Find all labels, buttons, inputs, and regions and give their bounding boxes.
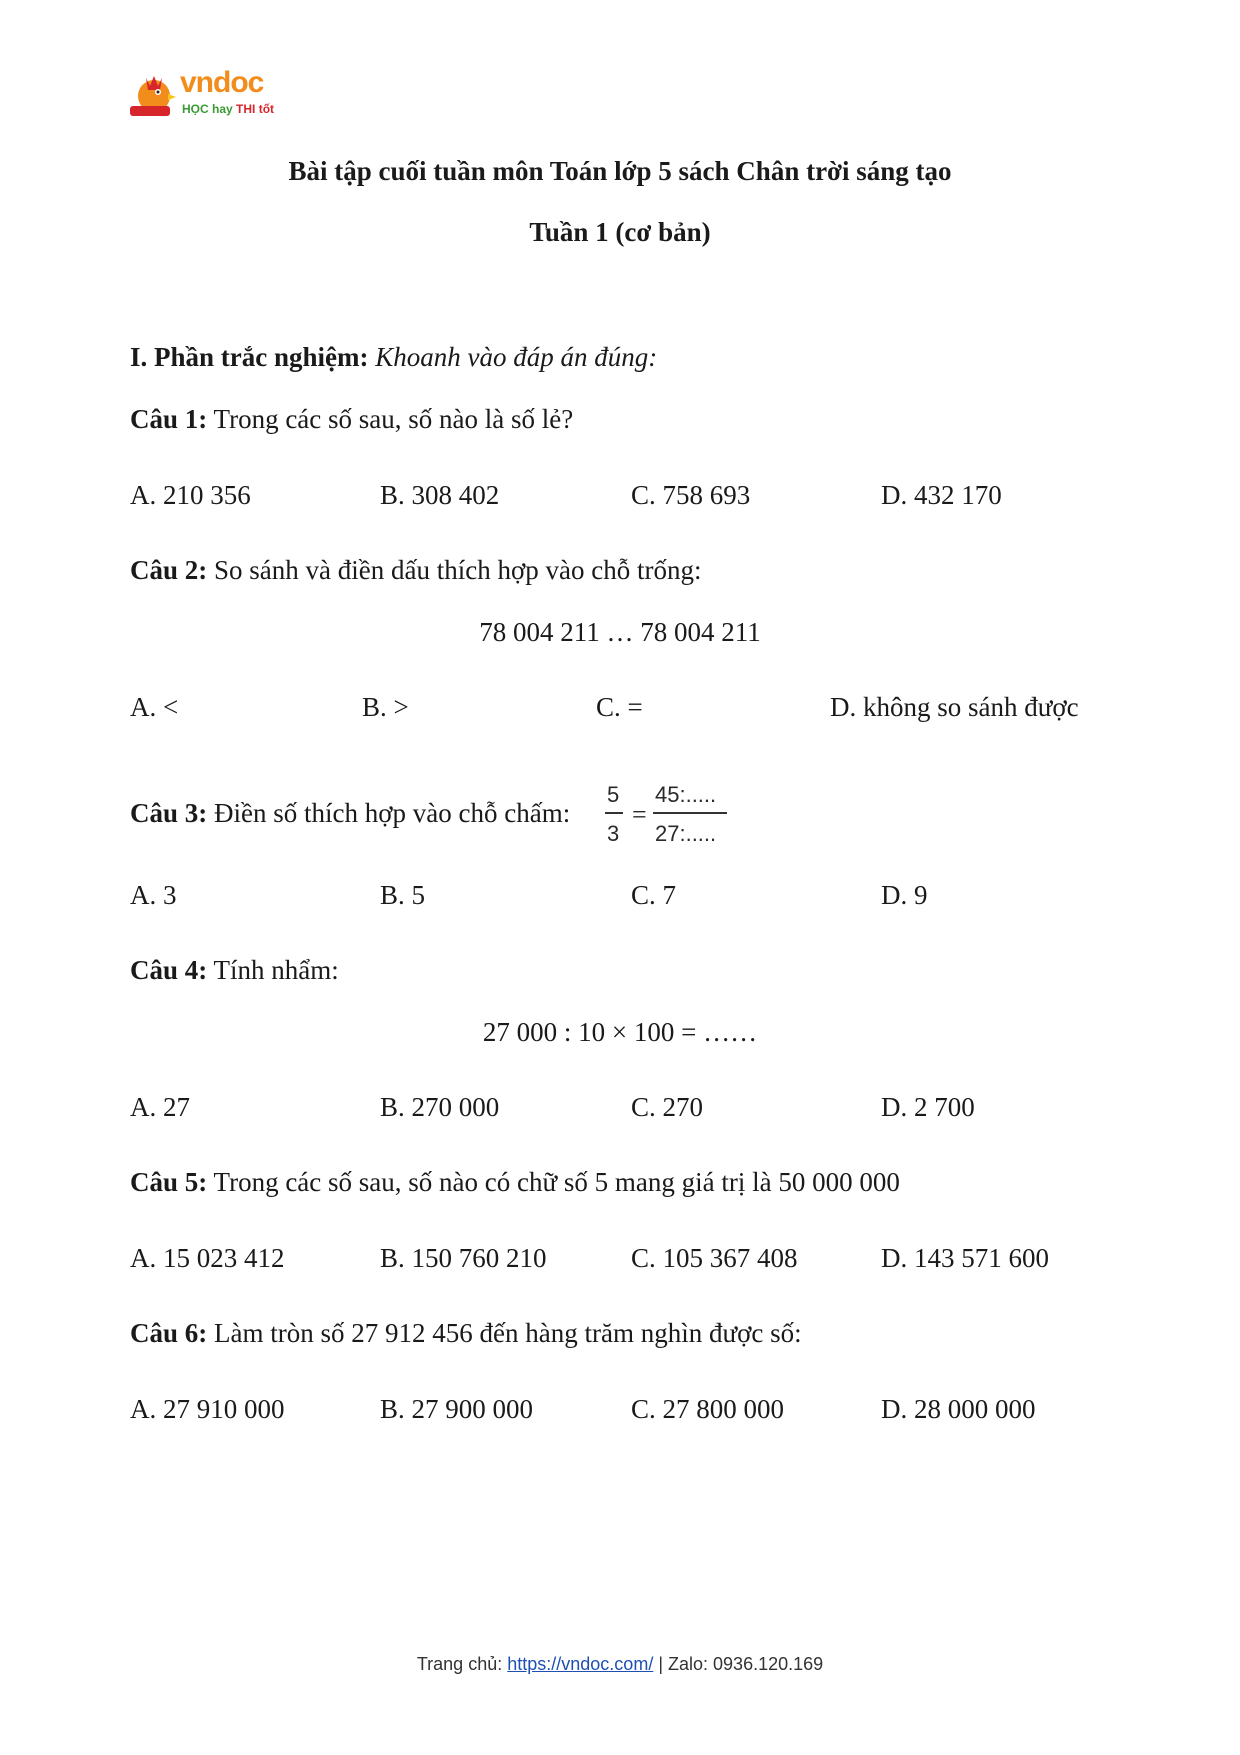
q2-expression: 78 004 211 … 78 004 211 bbox=[479, 617, 761, 647]
q6-option-b[interactable]: B. 27 900 000 bbox=[380, 1394, 534, 1424]
fraction-2-bar bbox=[653, 812, 727, 814]
logo-tagline bbox=[182, 102, 274, 116]
fraction-1-denominator: 3 bbox=[607, 821, 620, 846]
question-label: Câu 5: bbox=[130, 1167, 208, 1197]
footer-homepage-link[interactable]: https://vndoc.com/ bbox=[507, 1654, 654, 1674]
question-label: Câu 4: bbox=[130, 955, 208, 985]
q5-option-a[interactable]: A. 15 023 412 bbox=[130, 1243, 285, 1273]
question-text: Tính nhẩm: bbox=[213, 955, 339, 985]
question-6 bbox=[130, 1318, 802, 1349]
q4-option-d[interactable]: D. 2 700 bbox=[881, 1092, 975, 1122]
fraction-1-bar bbox=[605, 812, 623, 814]
question-3 bbox=[130, 798, 570, 829]
q4-option-a[interactable]: A. 27 bbox=[130, 1092, 190, 1122]
q5-option-d[interactable]: D. 143 571 600 bbox=[881, 1243, 1049, 1273]
logo-brand-text: vndoc bbox=[180, 66, 264, 99]
question-5 bbox=[130, 1167, 900, 1198]
q3-option-a[interactable]: A. 3 bbox=[130, 880, 177, 910]
q3-option-b[interactable]: B. 5 bbox=[380, 880, 426, 910]
question-4 bbox=[130, 955, 339, 986]
fraction-2-denominator: 27:..... bbox=[655, 821, 717, 846]
fraction-2-numerator: 45:..... bbox=[655, 782, 717, 807]
question-1 bbox=[130, 404, 573, 435]
question-label: Câu 2: bbox=[130, 555, 208, 585]
q2-option-c[interactable]: C. = bbox=[596, 692, 643, 722]
q1-option-d[interactable]: D. 432 170 bbox=[881, 480, 1002, 510]
question-text: So sánh và điền dấu thích hợp vào chỗ trống: bbox=[214, 555, 702, 585]
vndoc-logo bbox=[128, 66, 298, 125]
q3-option-d[interactable]: D. 9 bbox=[881, 880, 928, 910]
question-text: Làm tròn số 27 912 456 đến hàng trăm nghìn được số: bbox=[214, 1318, 802, 1348]
q4-option-c[interactable]: C. 270 bbox=[631, 1092, 704, 1122]
rooster-mascot-icon bbox=[128, 70, 180, 120]
document-subtitle: Tuần 1 (cơ bản) bbox=[529, 217, 711, 247]
q2-option-b[interactable]: B. > bbox=[362, 692, 409, 722]
q6-option-a[interactable]: A. 27 910 000 bbox=[130, 1394, 285, 1424]
footer-zalo: | Zalo: 0936.120.169 bbox=[658, 1654, 824, 1674]
logo-tagline-thi: THI tốt bbox=[236, 102, 275, 116]
q4-expression: 27 000 : 10 × 100 = …… bbox=[482, 1017, 758, 1047]
footer-prefix: Trang chủ: bbox=[416, 1654, 503, 1674]
section-heading bbox=[130, 342, 657, 373]
q5-option-c[interactable]: C. 105 367 408 bbox=[631, 1243, 798, 1273]
q3-option-c[interactable]: C. 7 bbox=[631, 880, 677, 910]
q5-option-b[interactable]: B. 150 760 210 bbox=[380, 1243, 547, 1273]
question-text: Trong các số sau, số nào là số lẻ? bbox=[213, 404, 574, 434]
question-2 bbox=[130, 555, 701, 586]
q2-option-d[interactable]: D. không so sánh được bbox=[830, 692, 1079, 722]
page-footer bbox=[0, 1654, 1240, 1675]
document-title: Bài tập cuối tuần môn Toán lớp 5 sách Chân trời sáng tạo bbox=[288, 156, 952, 186]
question-text: Trong các số sau, số nào có chữ số 5 mang giá trị là 50 000 000 bbox=[213, 1167, 900, 1197]
q6-option-c[interactable]: C. 27 800 000 bbox=[631, 1394, 785, 1424]
question-label: Câu 6: bbox=[130, 1318, 208, 1348]
q2-option-a[interactable]: A. < bbox=[130, 692, 179, 722]
logo-tagline-hoc: HỌC hay bbox=[182, 102, 233, 116]
question-text: Điền số thích hợp vào chỗ chấm: bbox=[214, 798, 571, 828]
question-label: Câu 3: bbox=[130, 798, 208, 828]
equals-sign: = bbox=[632, 800, 647, 829]
q1-option-c[interactable]: C. 758 693 bbox=[631, 480, 751, 510]
fraction-1-numerator: 5 bbox=[607, 782, 620, 807]
section-heading-label: I. Phần trắc nghiệm: bbox=[130, 342, 369, 372]
q6-option-d[interactable]: D. 28 000 000 bbox=[881, 1394, 1036, 1424]
section-instruction: Khoanh vào đáp án đúng: bbox=[375, 342, 658, 372]
q1-option-a[interactable]: A. 210 356 bbox=[130, 480, 251, 510]
q4-option-b[interactable]: B. 270 000 bbox=[380, 1092, 500, 1122]
question-label: Câu 1: bbox=[130, 404, 208, 434]
q1-option-b[interactable]: B. 308 402 bbox=[380, 480, 500, 510]
